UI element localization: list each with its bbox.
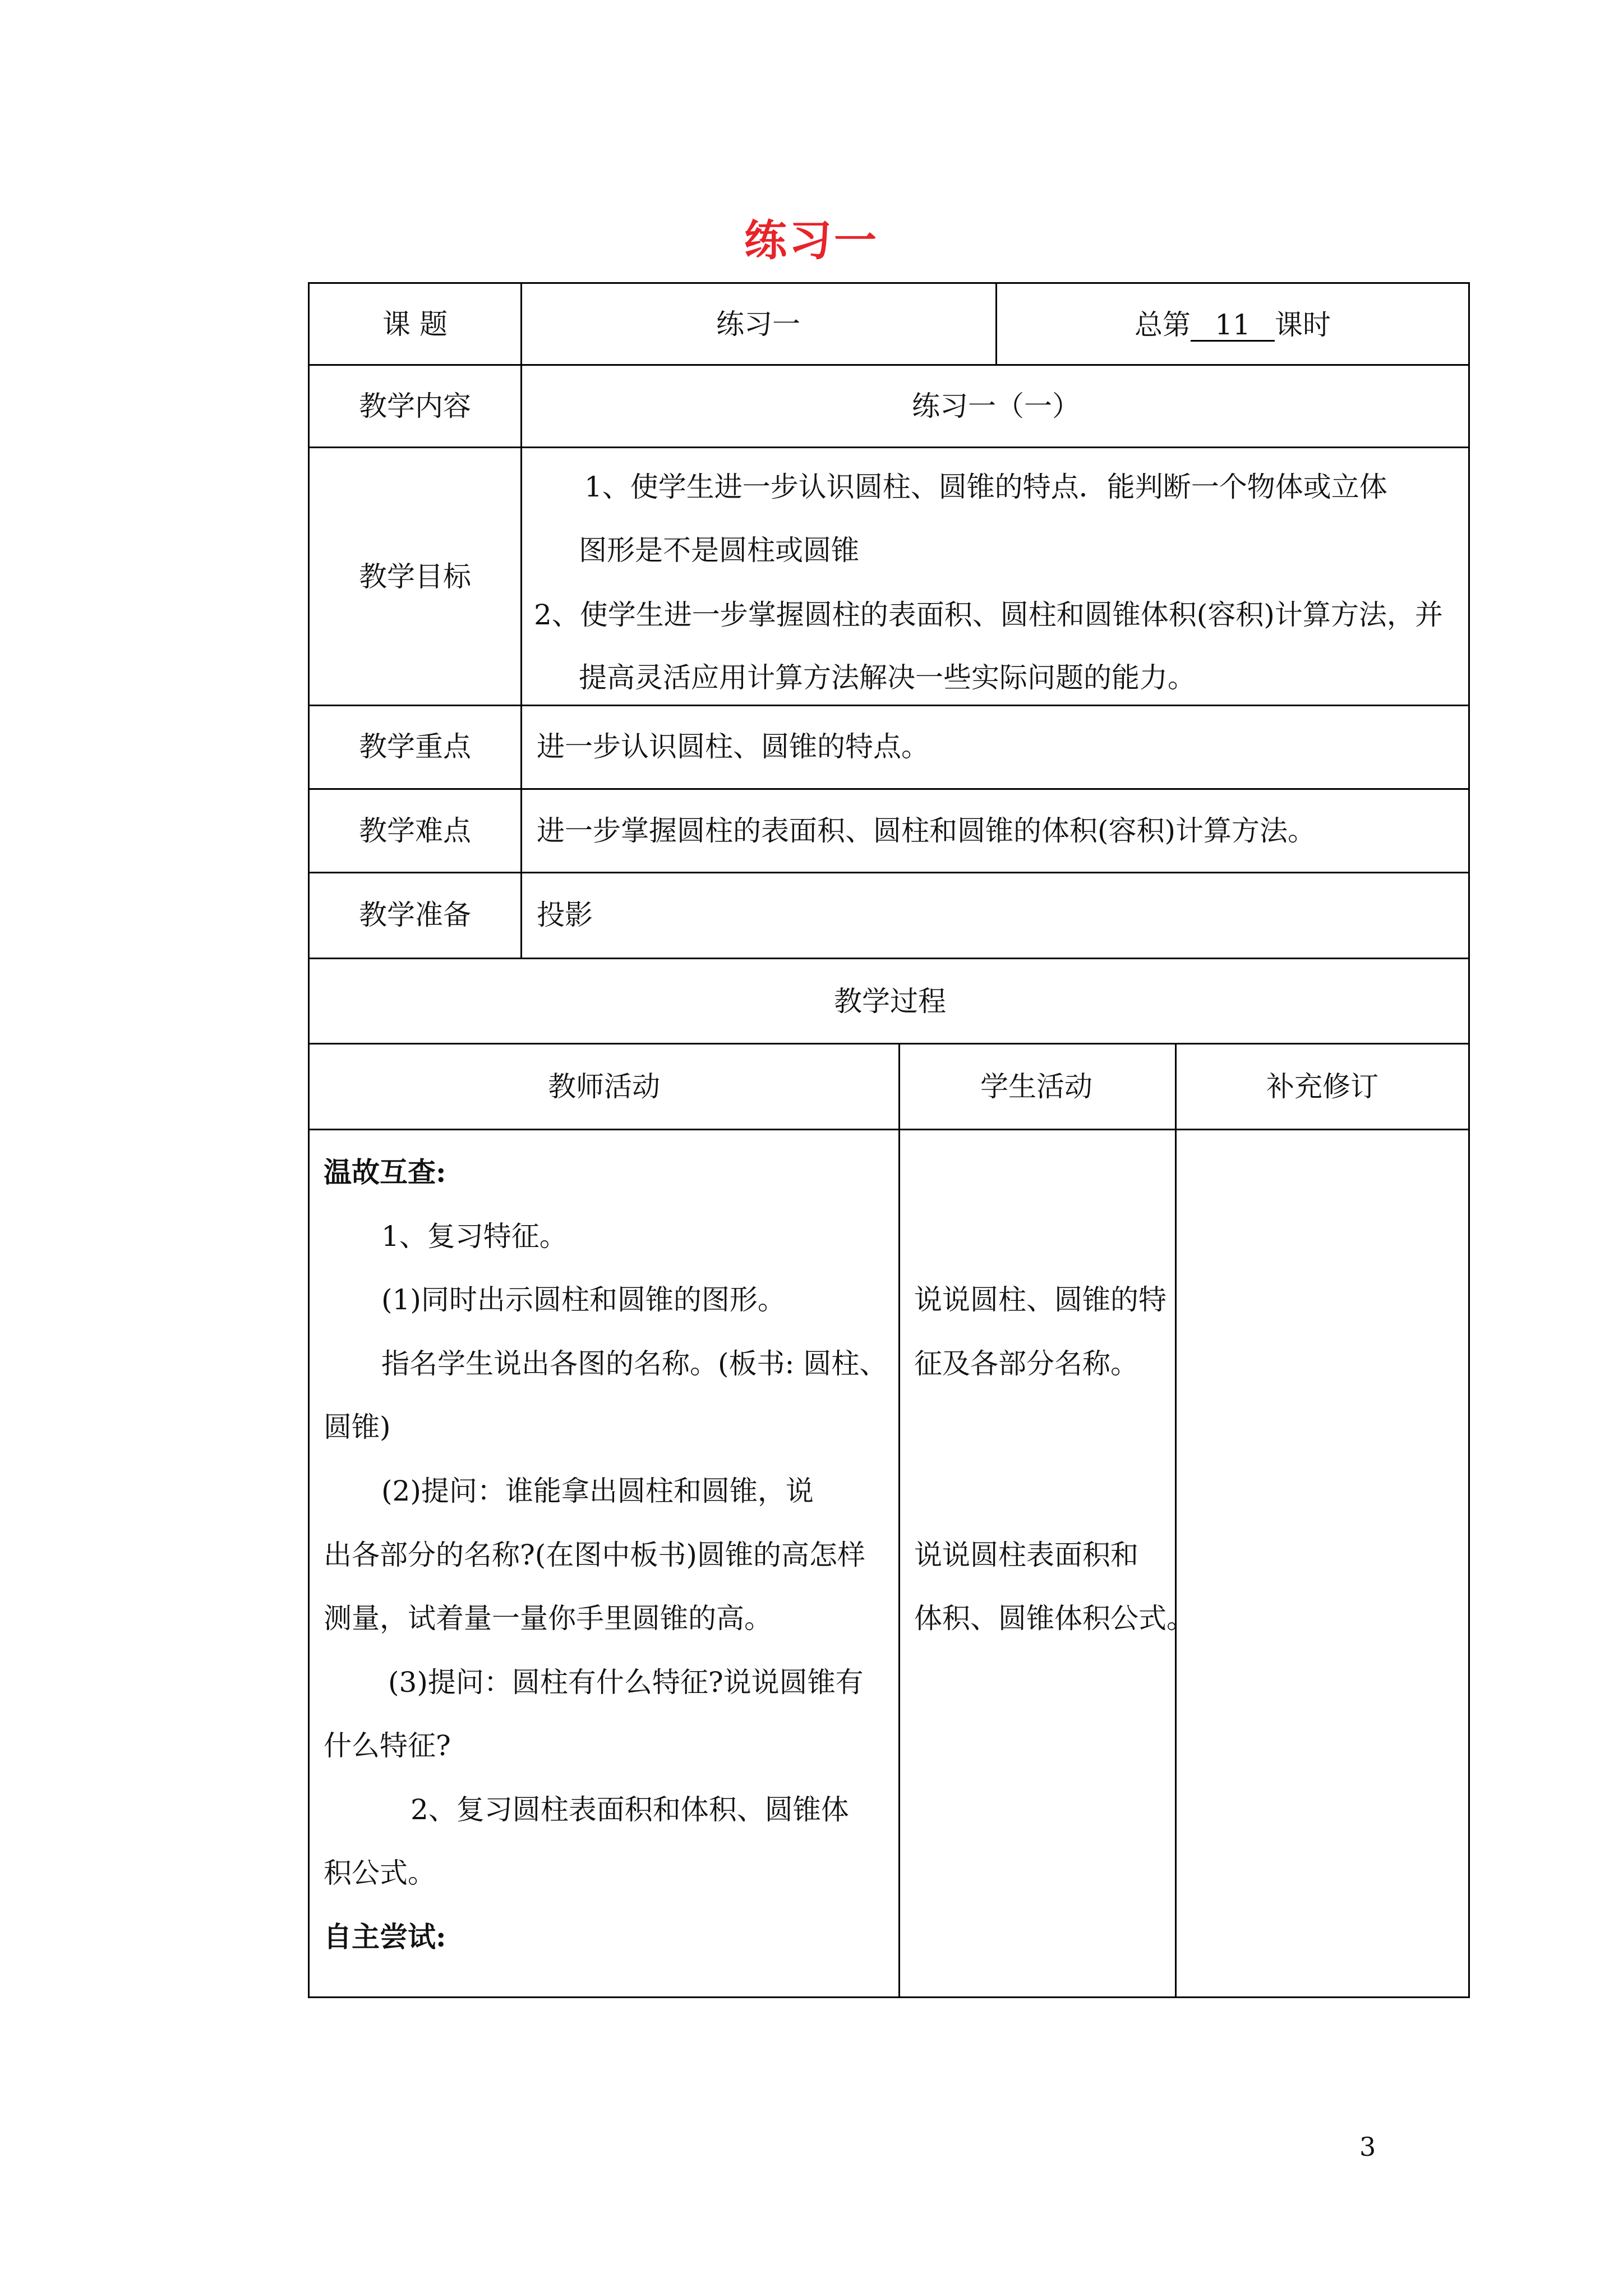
teacher-line: 指名学生说出各图的名称。(板书: 圆柱、 [381,1347,888,1380]
key-label: 教学重点 [359,730,471,763]
topic-label: 课 题 [382,308,448,341]
student-line: 征及各部分名称。 [914,1347,1138,1380]
teacher-line: 圆锥) [324,1411,391,1443]
teacher-section-heading: 自主尝试: [324,1920,446,1953]
teacher-line: (3)提问：圆柱有什么特征?说说圆锥有 [388,1666,864,1699]
teacher-section-heading: 温故互查: [324,1156,446,1189]
lesson-number: 11 [1191,310,1275,342]
col-notes-header: 补充修订 [1266,1070,1378,1103]
goals-label: 教学目标 [359,560,471,593]
lesson-count [1135,310,1331,342]
teacher-line: 出各部分的名称?(在图中板书)圆锥的高怎样 [324,1539,865,1571]
goal-line: 图形是不是圆柱或圆锥 [579,534,859,567]
process-heading: 教学过程 [834,985,946,1018]
difficulty-label: 教学难点 [359,815,471,847]
prep-label: 教学准备 [359,899,471,931]
row-divider [310,958,1468,959]
teacher-line: 测量，试着量一量你手里圆锥的高。 [324,1602,772,1635]
row-divider [310,872,1468,873]
goal-line: 2、使学生进一步掌握圆柱的表面积、圆柱和圆锥体积(容积)计算方法，并 [534,599,1443,631]
row-divider [310,788,1468,790]
row-divider [310,364,1468,366]
teacher-line: 积公式。 [324,1857,436,1889]
teacher-line: (2)提问：谁能拿出圆柱和圆锥，说 [381,1475,814,1507]
topic-value: 练习一 [716,308,800,341]
student-line: 体积、圆锥体积公式。 [914,1602,1195,1635]
difficulty-value: 进一步掌握圆柱的表面积、圆柱和圆锥的体积(容积)计算方法。 [537,815,1316,847]
student-line: 说说圆柱表面积和 [914,1539,1138,1571]
lesson-suffix: 课时 [1275,309,1331,341]
teacher-line: 2、复习圆柱表面积和体积、圆锥体 [411,1793,849,1826]
key-value: 进一步认识圆柱、圆锥的特点。 [537,730,929,763]
col-divider [898,1043,900,1998]
row-divider [310,1129,1468,1130]
row-divider [310,705,1468,706]
col-teacher-header: 教师活动 [548,1070,660,1103]
row-divider [310,1043,1468,1045]
teacher-line: 1、复习特征。 [381,1220,568,1253]
goal-line: 1、使学生进一步认识圆柱、圆锥的特点．能判断一个物体或立体 [584,471,1387,503]
goal-line: 提高灵活应用计算方法解决一些实际问题的能力。 [579,661,1196,694]
content-label: 教学内容 [359,390,471,422]
page-number: 3 [1359,2132,1376,2162]
teacher-line: (1)同时出示圆柱和圆锥的图形。 [381,1283,786,1316]
prep-value: 投影 [537,899,593,931]
student-line: 说说圆柱、圆锥的特 [914,1283,1166,1316]
lesson-prefix: 总第 [1135,309,1191,341]
teacher-line: 什么特征? [324,1729,451,1762]
lesson-plan-table [308,282,1470,1998]
col-divider [1175,1043,1177,1998]
content-value: 练习一（一） [912,390,1080,422]
col-student-header: 学生活动 [980,1070,1092,1103]
col-divider [520,284,522,958]
document-title: 练习一 [744,215,879,265]
col-divider [995,284,997,364]
row-divider [310,447,1468,448]
